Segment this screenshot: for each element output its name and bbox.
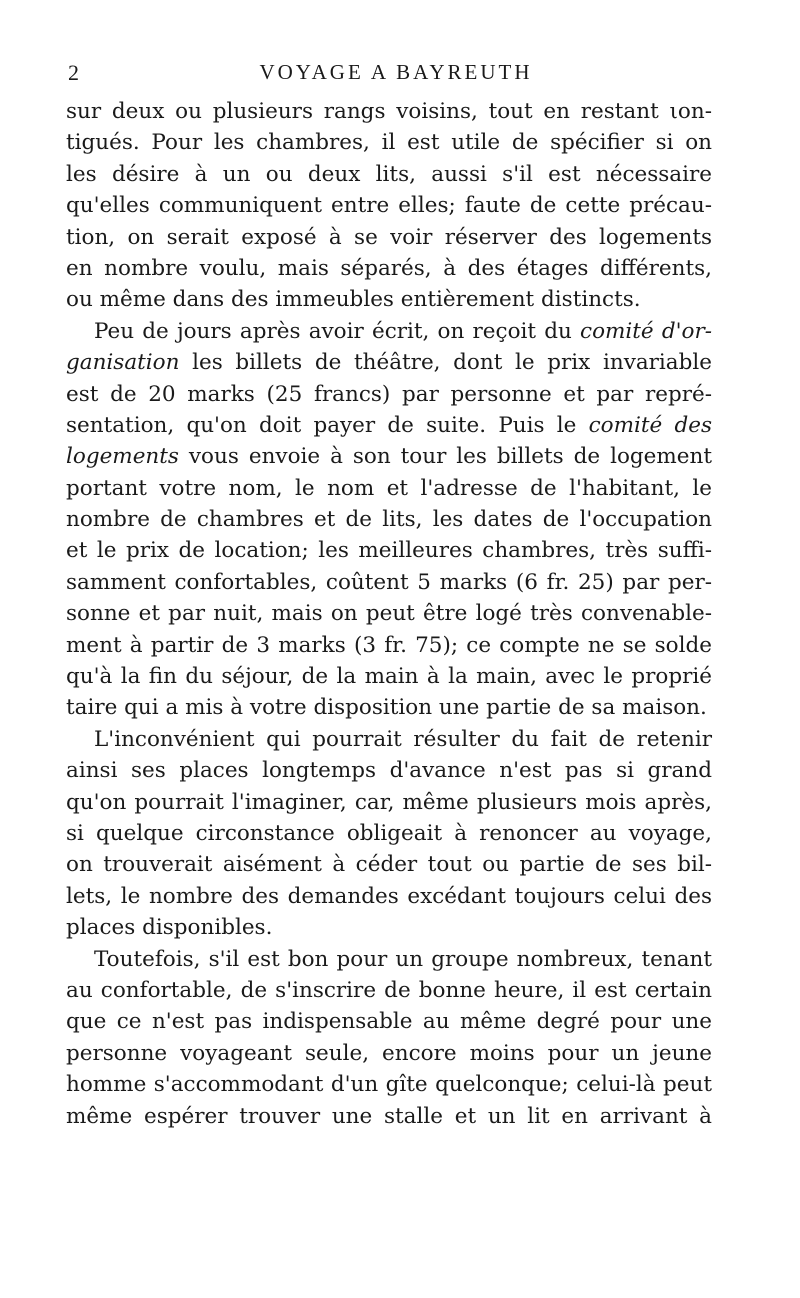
book-page — [66, 52, 712, 1132]
text-line — [66, 473, 712, 504]
page-number: 2 — [68, 60, 79, 85]
italic-text: ganisation — [66, 350, 180, 376]
text-line — [66, 881, 712, 912]
text-line — [66, 598, 712, 629]
text-segment: que ce n'est pas indispensable au même degré pour une — [66, 1009, 712, 1035]
text-line — [66, 975, 712, 1006]
text-segment: places disponibles. — [66, 915, 273, 941]
text-segment: L'inconvénient qui pourrait résulter du fait de retenir — [94, 726, 712, 752]
text-segment: sentation, qu'on doit payer de suite. Puis le — [66, 412, 589, 438]
text-line — [66, 1006, 712, 1037]
text-segment: ou même dans des immeubles entièrement distincts. — [66, 287, 641, 313]
text-line — [66, 347, 712, 378]
text-line — [66, 410, 712, 441]
text-segment: même espérer trouver une stalle et un lit en arrivant à — [66, 1103, 712, 1129]
text-line — [66, 724, 712, 755]
text-line — [66, 316, 712, 347]
text-segment: ment à partir de 3 marks (3 fr. 75); ce compte ne se solde — [66, 632, 712, 658]
paragraph — [66, 944, 712, 1132]
text-segment: Peu de jours après avoir écrit, on reçoit du — [94, 318, 581, 344]
italic-text: comité d'or- — [580, 318, 712, 344]
text-line — [66, 284, 712, 315]
text-line — [66, 253, 712, 284]
text-segment: personne voyageant seule, encore moins pour un jeune — [66, 1040, 712, 1066]
text-line — [66, 190, 712, 221]
text-segment: on trouverait aisément à céder tout ou partie de ses bil- — [66, 852, 712, 878]
text-line — [66, 1101, 712, 1132]
text-line — [66, 535, 712, 566]
text-segment: Toutefois, s'il est bon pour un groupe nombreux, tenant — [94, 946, 712, 972]
text-segment: portant votre nom, le nom et l'adresse de l'habitant, le — [66, 475, 712, 501]
paragraph — [66, 96, 712, 316]
text-segment: qu'à la fin du séjour, de la main à la main, avec le proprié — [66, 664, 712, 690]
text-line — [66, 159, 712, 190]
text-line — [66, 1038, 712, 1069]
text-segment: les désire à un ou deux lits, aussi s'il est nécessaire — [66, 161, 712, 187]
text-segment: et le prix de location; les meilleures chambres, très suffi- — [66, 538, 712, 564]
text-segment: sur deux ou plusieurs rangs voisins, tout en restant ιon- — [66, 99, 712, 124]
italic-text: comité des — [588, 412, 713, 438]
text-line — [66, 96, 712, 127]
text-segment: nombre de chambres et de lits, les dates de l'occupation — [66, 507, 712, 533]
text-segment: vous envoie à son tour les billets de logement — [178, 444, 712, 470]
text-segment: sonne et par nuit, mais on peut être logé très convenable- — [66, 601, 712, 627]
text-segment: qu'elles communiquent entre elles; faute de cette précau- — [66, 193, 712, 219]
running-title: VOYAGE A BAYREUTH — [259, 60, 533, 84]
text-segment: au confortable, de s'inscrire de bonne heure, il est certain — [66, 977, 712, 1003]
text-segment: les billets de théâtre, dont le prix invariable — [179, 350, 712, 376]
text-segment: est de 20 marks (25 francs) par personne et par repré- — [66, 381, 712, 407]
italic-text: logements — [66, 444, 179, 470]
paragraph — [66, 316, 712, 724]
text-line — [66, 912, 712, 943]
text-segment: tigués. Pour les chambres, il est utile de spécifier si on — [66, 130, 712, 156]
text-line — [66, 1069, 712, 1100]
text-segment: homme s'accommodant d'un gîte quelconque; celui-là peut — [66, 1072, 712, 1098]
text-segment: tion, on serait exposé à se voir réserver des logements — [66, 224, 712, 250]
text-line — [66, 849, 712, 880]
running-head — [66, 52, 712, 92]
text-line — [66, 692, 712, 723]
text-line — [66, 567, 712, 598]
text-line — [66, 222, 712, 253]
text-segment: en nombre voulu, mais séparés, à des étages différents, — [66, 255, 712, 281]
text-segment: taire qui a mis à votre disposition une partie de sa maison. — [66, 695, 707, 721]
paragraph — [66, 724, 712, 944]
text-line — [66, 787, 712, 818]
text-line — [66, 661, 712, 692]
text-segment: qu'on pourrait l'imaginer, car, même plusieurs mois après, — [66, 789, 712, 815]
text-segment: samment confortables, coûtent 5 marks (6 fr. 25) par per- — [66, 569, 712, 595]
text-line — [66, 944, 712, 975]
text-line — [66, 504, 712, 535]
text-line — [66, 127, 712, 158]
text-line — [66, 379, 712, 410]
text-line — [66, 818, 712, 849]
text-segment: lets, le nombre des demandes excédant toujours celui des — [66, 883, 712, 909]
body-text — [66, 96, 712, 1132]
text-line — [66, 755, 712, 786]
text-line — [66, 441, 712, 472]
text-line — [66, 630, 712, 661]
text-segment: si quelque circonstance obligeait à renoncer au voyage, — [66, 820, 712, 846]
text-segment: ainsi ses places longtemps d'avance n'est pas si grand — [66, 758, 712, 784]
